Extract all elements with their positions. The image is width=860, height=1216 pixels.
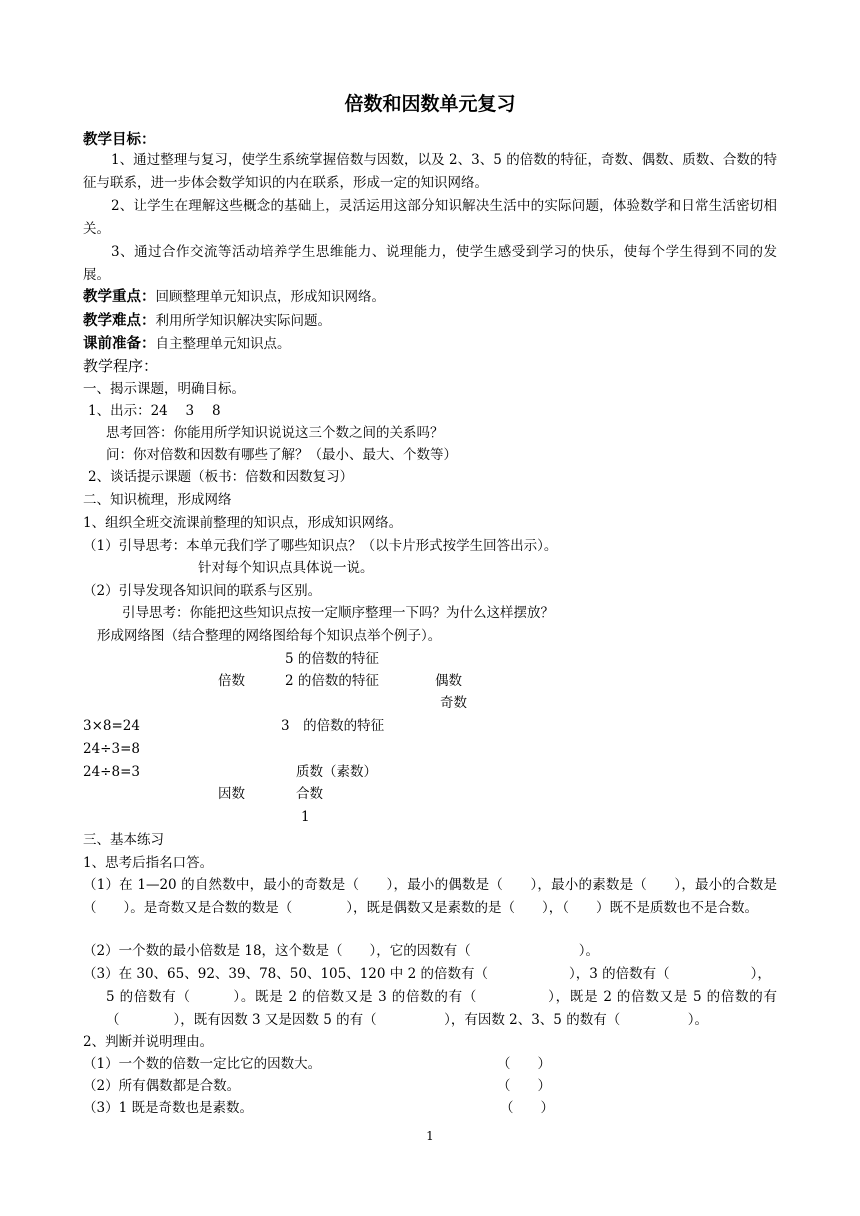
section2-line5: 引导思考：你能把这些知识点按一定顺序整理一下吗？为什么这样摆放？	[122, 605, 554, 621]
network-eq3: 24÷8=3	[83, 764, 140, 780]
network-even: 偶数	[435, 673, 462, 689]
q1-item-2: （2）一个数的最小倍数是 18，这个数是（ ），它的因数有（ ）。	[83, 943, 600, 959]
q2-heading: 2、判断并说明理由。	[83, 1034, 214, 1050]
key-point-label: 教学重点：	[83, 288, 156, 305]
judge-item-3: （3）1 既是奇数也是素数。	[83, 1100, 253, 1116]
section1-heading: 一、揭示课题，明确目标。	[83, 381, 245, 397]
section2-line1: 1、组织全班交流课前整理的知识点，形成知识网络。	[83, 515, 403, 531]
q1-item-1: （1）在 1—20 的自然数中，最小的奇数是（ ），最小的偶数是（ ），最小的素数是（ ），最小的合数是（ ）。是奇数又是合数的数是（ ），既是偶数又是素数的是（ ），（ ）既不是质数也不是合数。	[83, 877, 777, 916]
section1-line3: 问：你对倍数和因数有哪些了解？（最小、最大、个数等）	[106, 447, 457, 463]
preparation-text: 自主整理单元知识点。	[155, 336, 291, 352]
key-point-text: 回顾整理单元知识点，形成知识网络。	[155, 289, 385, 305]
q1-item-3a: （3）在 30、65、92、39、78、50、105、120 中 2 的倍数有（ ），3 的倍数有（ ），	[83, 966, 771, 982]
network-eq2: 24÷3=8	[83, 741, 140, 757]
section2-line3: 针对每个知识点具体说一说。	[198, 560, 374, 576]
network-factor: 因数	[218, 786, 245, 802]
network-one: 1	[301, 809, 310, 825]
goal-item-1: 1、通过整理与复习，使学生系统掌握倍数与因数，以及 2、3、5 的倍数的特征，奇数、偶数、质数、合数的特征与联系，进一步体会数学知识的内在联系，形成一定的知识网络。	[83, 152, 777, 191]
page-number: 1	[426, 1129, 434, 1143]
judge-item-2: （2）所有偶数都是合数。	[83, 1078, 241, 1094]
preparation-label: 课前准备：	[83, 335, 156, 352]
difficulty-text: 利用所学知识解决实际问题。	[155, 313, 331, 329]
judge-blank-2: （ ）	[497, 1078, 551, 1094]
network-five: 5 的倍数的特征	[285, 651, 379, 667]
network-odd: 奇数	[440, 695, 467, 711]
judge-blank-3: （ ）	[500, 1100, 554, 1116]
goal-item-2: 2、让学生在理解这些概念的基础上，灵活运用这部分知识解决生活中的实际问题，体验数学和日常生活密切相关。	[83, 198, 777, 237]
section3-heading: 三、基本练习	[83, 832, 164, 848]
network-two: 2 的倍数的特征	[285, 673, 379, 689]
network-eq1: 3×8=24	[83, 718, 140, 734]
q1-item-3b: 5 的倍数有（ ）。既是 2 的倍数又是 3 的倍数的有（ ），既是 2 的倍数又是 5 的倍数的有（ ），既有因数 3 又是因数 5 的有（ ），有因数 2、3、5 的数有（ ）。	[106, 989, 777, 1028]
network-prime: 质数（素数）	[296, 764, 377, 780]
key-point	[83, 287, 385, 307]
network-three: 3 的倍数的特征	[281, 718, 385, 734]
section2-line4: （2）引导发现各知识间的联系与区别。	[83, 583, 322, 599]
judge-blank-1: （ ）	[497, 1056, 551, 1072]
section1-line1: 1、出示：24 3 8	[88, 403, 221, 419]
difficulty	[83, 311, 331, 331]
preparation	[83, 334, 291, 354]
section1-line4: 2、谈话提示课题（板书：倍数和因数复习）	[88, 469, 354, 485]
difficulty-label: 教学难点：	[83, 312, 156, 329]
goal-item-3: 3、通过合作交流等活动培养学生思维能力、说理能力，使学生感受到学习的快乐，使每个学生得到不同的发展。	[83, 244, 777, 283]
network-multiple: 倍数	[218, 673, 245, 689]
procedure-heading: 教学程序：	[83, 357, 159, 375]
section1-line2: 思考回答：你能用所学知识说说这三个数之间的关系吗？	[106, 425, 444, 441]
judge-item-1: （1）一个数的倍数一定比它的因数大。	[83, 1056, 322, 1072]
section2-heading: 二、知识梳理，形成网络	[83, 492, 232, 508]
section2-line6: 形成网络图（结合整理的网络图给每个知识点举个例子）。	[97, 628, 442, 644]
goals-heading: 教学目标：	[83, 131, 156, 148]
q1-heading: 1、思考后指名口答。	[83, 855, 214, 871]
page-title: 倍数和因数单元复习	[344, 93, 516, 115]
section2-line2: （1）引导思考：本单元我们学了哪些知识点？（以卡片形式按学生回答出示）。	[83, 538, 558, 554]
network-composite: 合数	[296, 786, 323, 802]
